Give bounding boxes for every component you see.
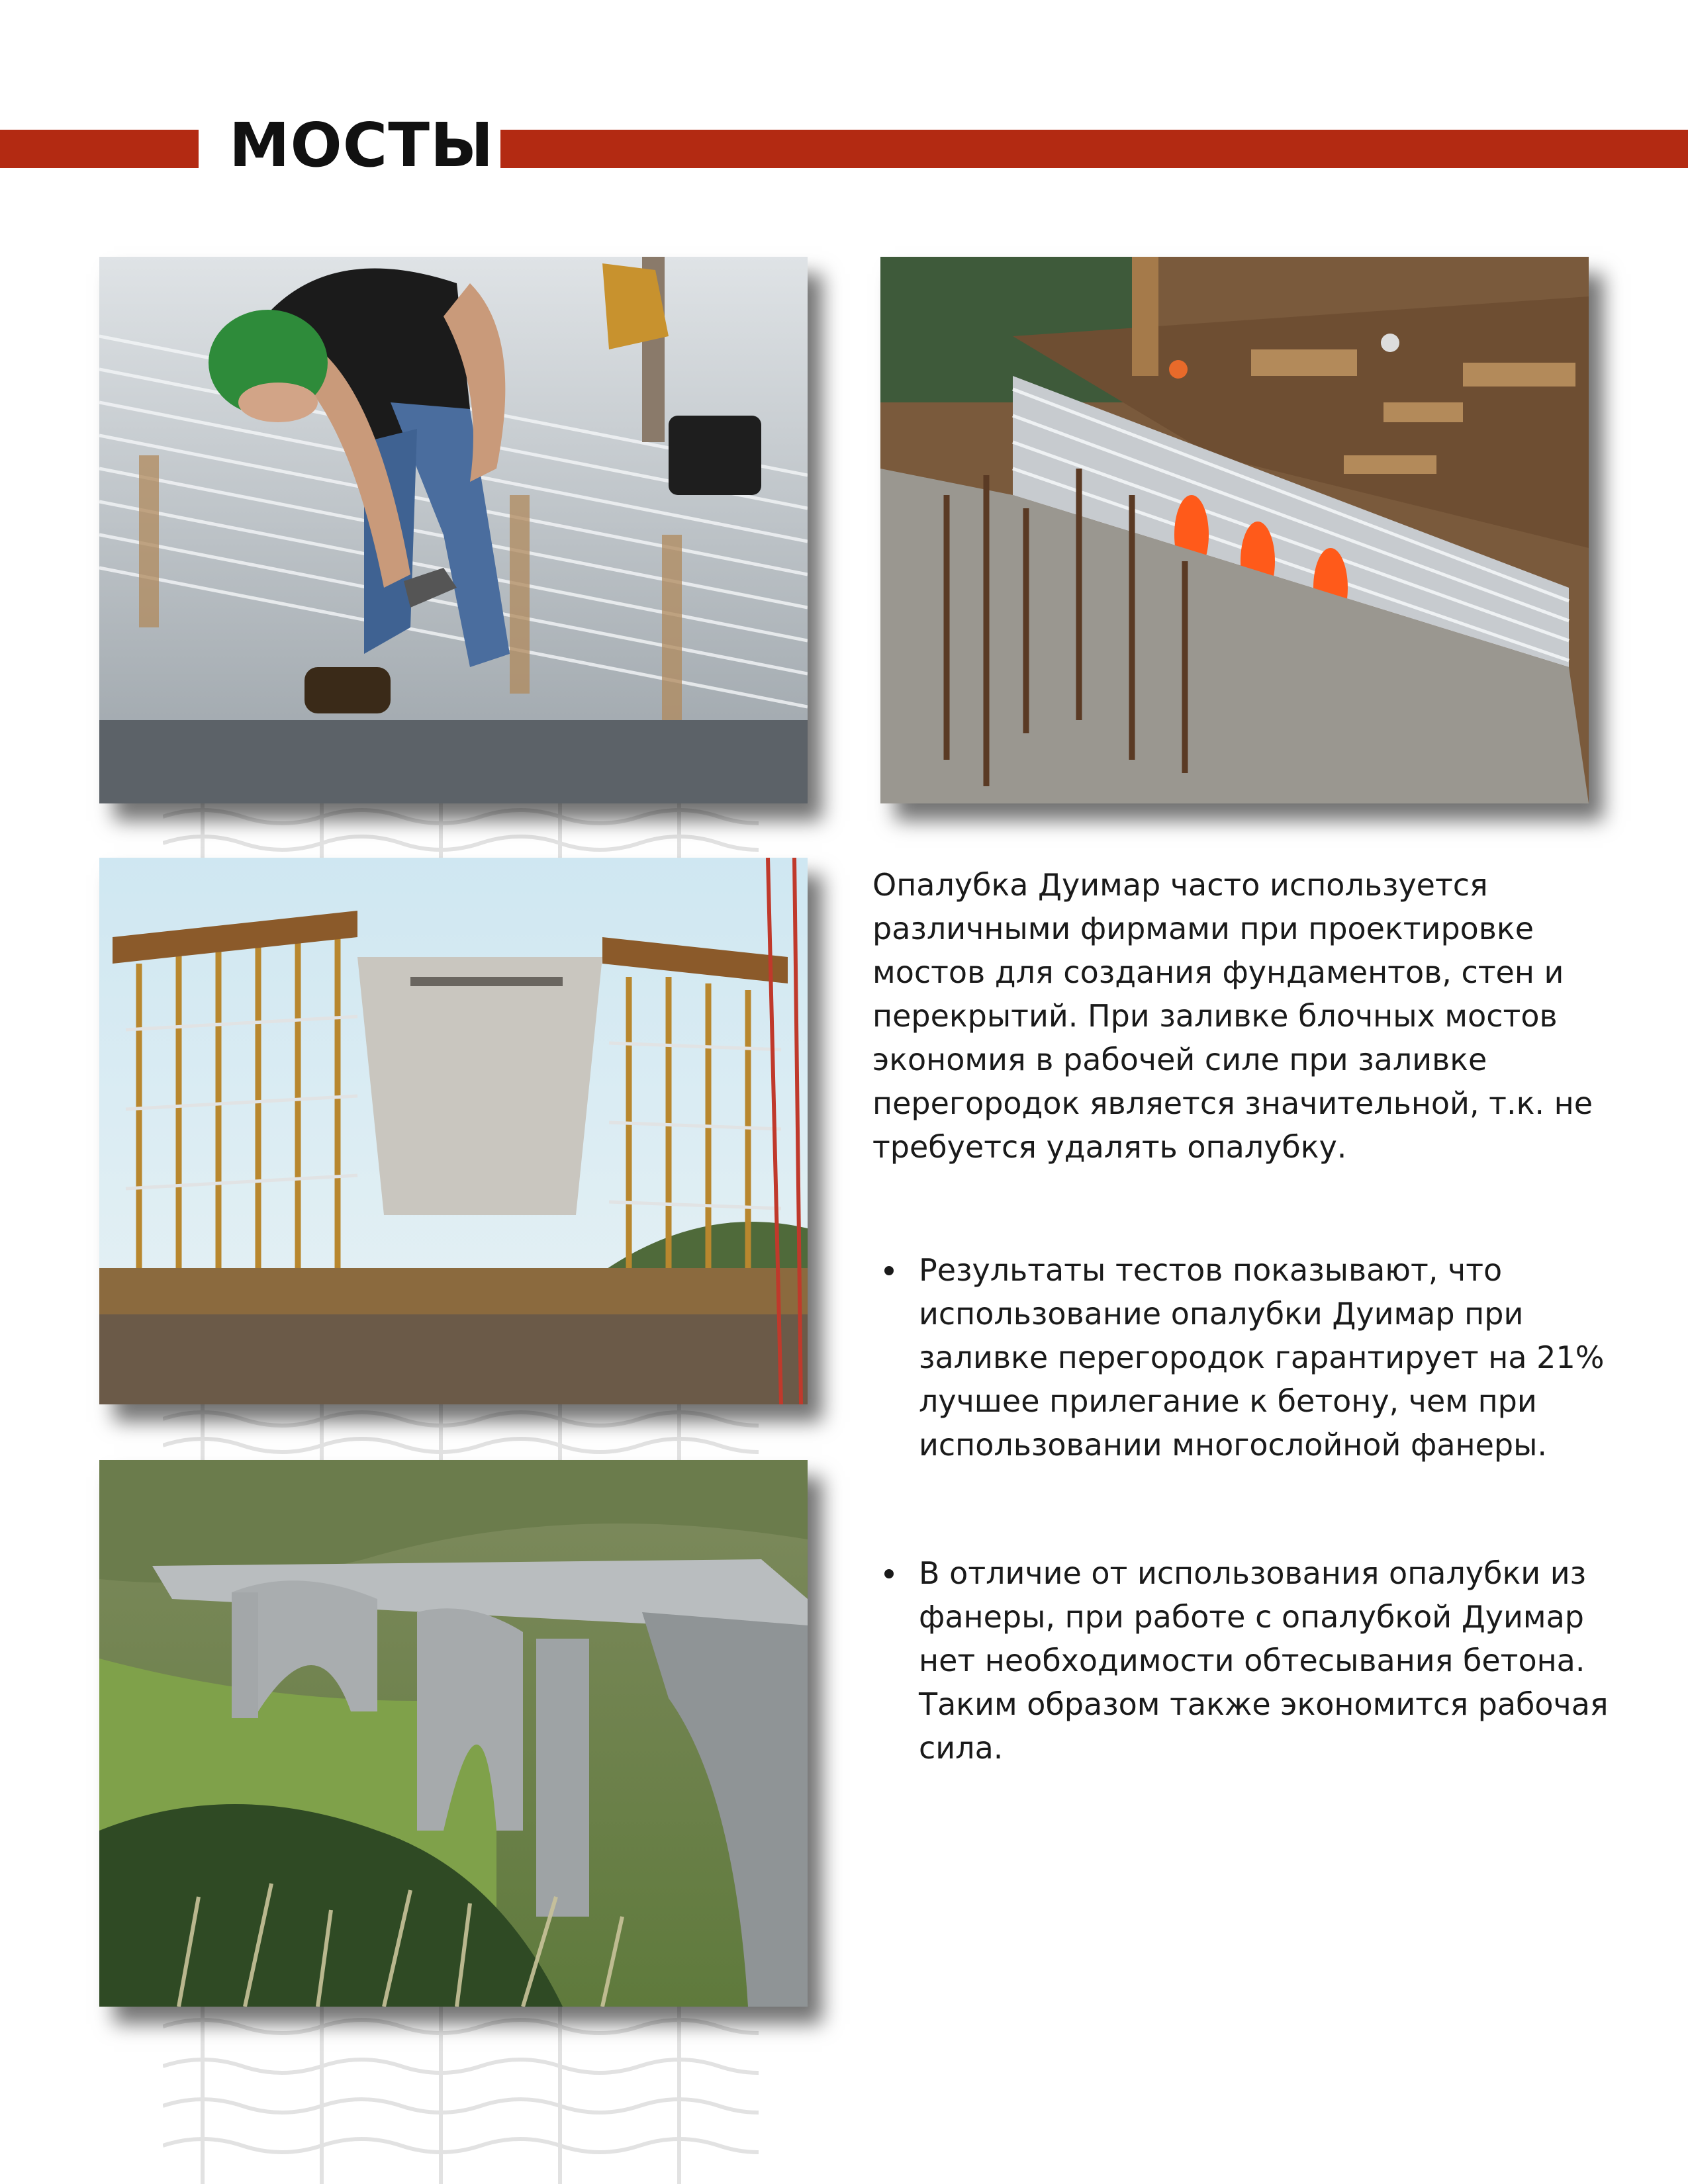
mesh-watermark	[163, 1404, 759, 1460]
list-item: Результаты тестов показывают, что использование опалубки Дуимар при заливке перегородок гарантирует на 21% лучшее прилегание к бетону, чем при использовании многослойной фанеры.	[872, 1248, 1614, 1467]
completed-arch-bridge-photo	[99, 1460, 808, 2007]
mesh-watermark	[163, 803, 759, 858]
worker-installing-formwork-photo	[99, 257, 808, 803]
intro-paragraph: Опалубка Дуимар часто используется различными фирмами при проектировке мостов для создания фундаментов, стен и перекрытий. При заливке блочных мостов экономия в рабочей силе при заливке перегородок является значительной, т.к. не требуется удалять опалубку.	[872, 867, 1593, 1165]
mesh-watermark	[163, 2007, 759, 2184]
formwork-with-rebar-photo	[880, 257, 1589, 803]
page-title: МОСТЫ	[229, 110, 494, 181]
bridge-pier-scaffolding-photo	[99, 858, 808, 1404]
list-item: В отличие от использования опалубки из фанеры, при работе с опалубкой Дуимар нет необходимости обтесывания бетона. Таким образом также экономится рабочая сила.	[872, 1551, 1614, 1770]
header-bar-left	[0, 130, 199, 168]
header-bar-right	[500, 130, 1688, 168]
benefits-list	[872, 1248, 1614, 1770]
